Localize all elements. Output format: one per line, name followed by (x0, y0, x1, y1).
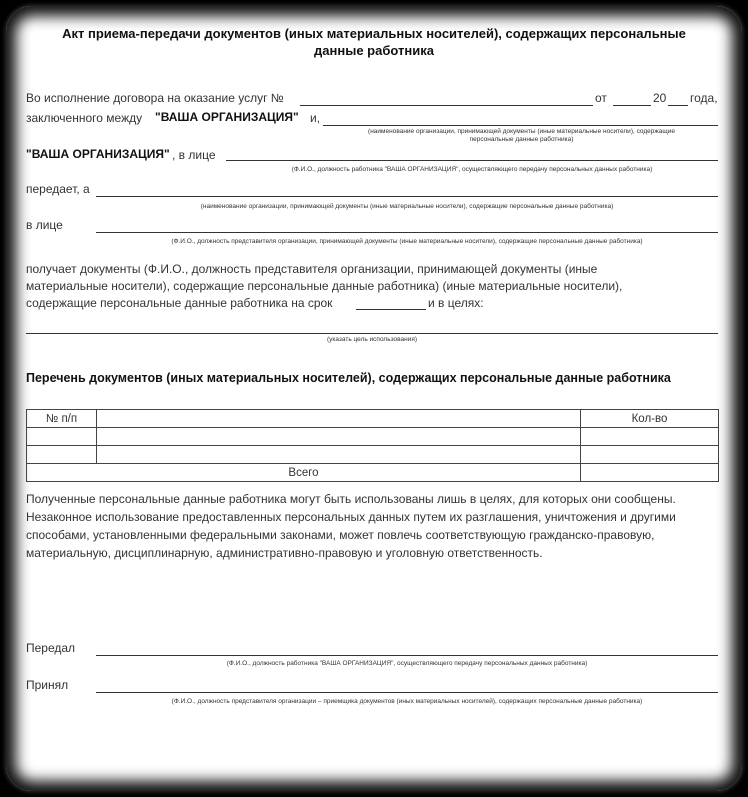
table-cell[interactable] (581, 428, 719, 446)
contract-concluded: заключенного между (26, 111, 143, 125)
transfer-rep-field[interactable] (96, 232, 718, 233)
transfer-org-field[interactable] (96, 196, 718, 197)
contract-from: от (595, 91, 607, 105)
table-header-row (27, 410, 719, 428)
caption-receiver-org-1: (наименование организации, принимающей документы (иные материальные носители), содержащие (368, 128, 675, 135)
notice-line1: Полученные персональные данные работника могут быть использованы лишь в целях, для которых они сообщены. (26, 492, 676, 506)
doc-title-line1: Акт приема-передачи документов (иных материальных носителей), содержащих персональные (62, 26, 686, 41)
receives-line1: получает документы (Ф.И.О., должность представителя организации, принимающей документы (иные (26, 262, 598, 276)
table-total-row (27, 464, 719, 482)
receives-line2: материальные носители), содержащие персональные данные работника) (иные материальные носители), (26, 279, 623, 293)
doc-title-line2: данные работника (314, 43, 434, 58)
table-cell[interactable] (97, 446, 581, 464)
handed-label: Передал (26, 641, 76, 655)
handed-signature-field[interactable] (96, 655, 718, 656)
transfer-in-person: , в лице (172, 148, 216, 162)
receives-line3-prefix: содержащие персональные данные работника на срок (26, 296, 333, 310)
col-qty-header: Кол-во (581, 410, 719, 428)
table-cell[interactable] (27, 446, 97, 464)
receiver-org-field[interactable] (323, 125, 718, 126)
contract-year-suffix: года, (690, 91, 718, 105)
table-cell[interactable] (27, 428, 97, 446)
contract-year-prefix: 20 (653, 91, 667, 105)
caption-employee: (Ф.И.О., должность работника "ВАША ОРГАНИЗАЦИЯ", осуществляющего передачу персональных данных работника) (291, 166, 653, 173)
contract-year-field[interactable] (668, 105, 688, 106)
contract-org: "ВАША ОРГАНИЗАЦИЯ" (155, 110, 299, 124)
received-caption: (Ф.И.О., должность представителя организации – приемщика документов (иных материальных носителей), содержащих персональные данные работника) (171, 698, 643, 705)
table-row (27, 446, 719, 464)
receives-line3-suffix: и в целях: (428, 296, 484, 310)
table-cell[interactable] (581, 446, 719, 464)
caption-org: (наименование организации, принимающей документы (иные материальные носители), содержащие персональные данные работника) (200, 203, 614, 210)
transfers-label: передает, а (26, 182, 90, 196)
contract-prefix: Во исполнение договора на оказание услуг № (26, 91, 284, 105)
transfer-org: "ВАША ОРГАНИЗАЦИЯ" (26, 147, 170, 161)
handed-caption: (Ф.И.О., должность работника "ВАША ОРГАНИЗАЦИЯ", осуществляющего передачу персональных данных работника) (226, 660, 588, 667)
col-doc-header (97, 410, 581, 428)
notice-line2: Незаконное использование предоставленных персональных данных путем их разглашения, уничтожения и другими (26, 510, 676, 524)
contract-number-field[interactable] (300, 105, 593, 106)
notice-line4: материальную, дисциплинарную, административно-правовую и уголовную ответственность. (26, 546, 543, 560)
caption-rep: (Ф.И.О., должность представителя организации, принимающей документы (иные материальные носители), содержащие персональные данные работника) (171, 238, 643, 245)
list-title: Перечень документов (иных материальных носителей), содержащих персональные данные работника (26, 371, 671, 385)
caption-purpose: (указать цель использования) (326, 336, 418, 343)
transfer-employee-field[interactable] (226, 160, 718, 161)
documents-table (26, 409, 719, 482)
received-label: Принял (26, 678, 69, 692)
table-row (27, 428, 719, 446)
contract-day-field[interactable] (613, 105, 651, 106)
caption-receiver-org-2: персональные данные работника) (469, 136, 574, 143)
in-person2-label: в лице (26, 218, 63, 232)
total-value-cell[interactable] (581, 464, 719, 482)
total-label: Всего (27, 464, 581, 482)
received-signature-field[interactable] (96, 692, 718, 693)
term-field[interactable] (356, 309, 426, 310)
contract-and: и, (310, 111, 321, 125)
col-num-header: № п/п (27, 410, 97, 428)
purpose-field[interactable] (26, 333, 718, 334)
notice-line3: способами, установленными федеральными законами, может повлечь соответствующую гражданско-правовую, (26, 528, 655, 542)
table-cell[interactable] (97, 428, 581, 446)
